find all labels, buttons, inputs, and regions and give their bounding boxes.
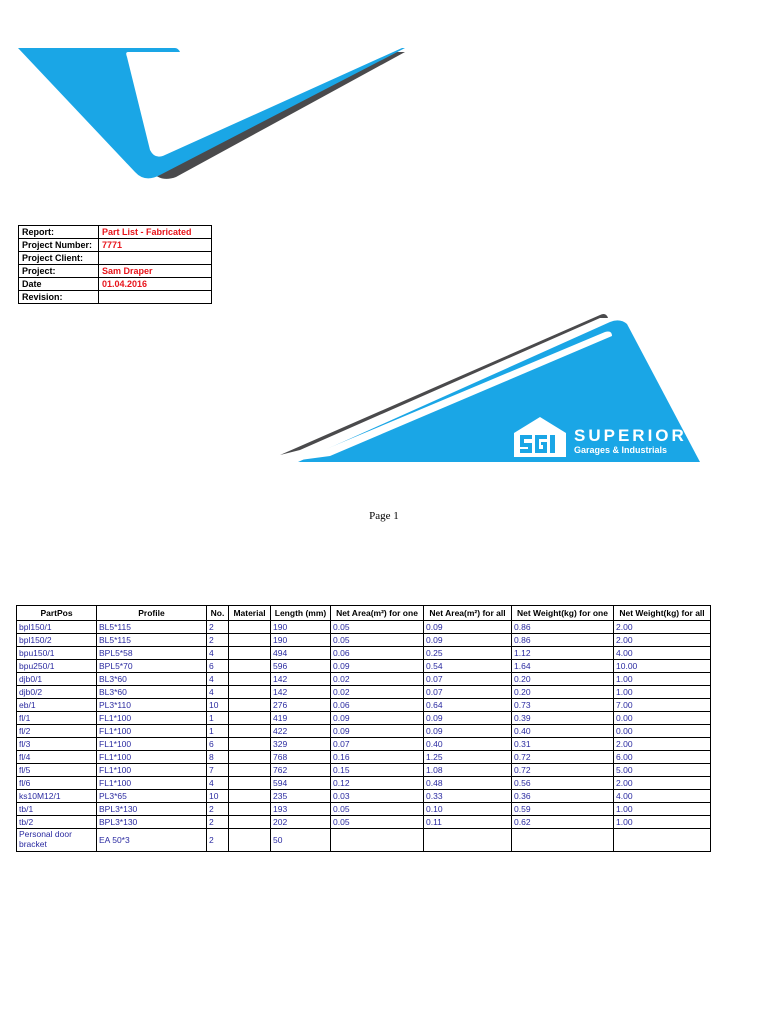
table-row	[17, 764, 711, 777]
table-cell: 6	[207, 738, 229, 751]
report-info-label: Project Number:	[19, 239, 99, 252]
table-cell: tb/2	[17, 816, 97, 829]
table-row	[17, 777, 711, 790]
table-cell: 2	[207, 621, 229, 634]
report-info-row	[19, 291, 212, 304]
table-cell: 4.00	[614, 790, 711, 803]
table-row	[17, 647, 711, 660]
table-cell: 0.05	[331, 803, 424, 816]
table-cell: 190	[271, 621, 331, 634]
table-cell: 0.36	[512, 790, 614, 803]
table-cell: bpu150/1	[17, 647, 97, 660]
table-cell: 0.54	[424, 660, 512, 673]
table-cell: 0.06	[331, 699, 424, 712]
table-cell: 762	[271, 764, 331, 777]
report-info-value	[99, 291, 212, 304]
table-cell: 594	[271, 777, 331, 790]
table-cell: 0.11	[424, 816, 512, 829]
table-cell: djb0/1	[17, 673, 97, 686]
top-swoosh-blue	[18, 48, 405, 178]
report-info-label: Date	[19, 278, 99, 291]
table-row	[17, 660, 711, 673]
table-cell: 0.09	[331, 725, 424, 738]
house-logo-icon	[514, 415, 566, 457]
table-cell: 0.07	[424, 686, 512, 699]
table-cell: 1.00	[614, 816, 711, 829]
logo-subtitle: Garages & Industrials	[574, 445, 668, 455]
table-cell: 276	[271, 699, 331, 712]
table-row	[17, 686, 711, 699]
table-cell: FL1*100	[97, 777, 207, 790]
parts-header-row	[17, 606, 711, 621]
parts-column-header: No.	[207, 606, 229, 621]
table-cell: 0.73	[512, 699, 614, 712]
table-cell: 329	[271, 738, 331, 751]
report-info-row	[19, 265, 212, 278]
table-cell	[614, 829, 711, 852]
table-cell: BL3*60	[97, 686, 207, 699]
table-cell: 0.05	[331, 621, 424, 634]
table-cell	[229, 829, 271, 852]
table-cell: tb/1	[17, 803, 97, 816]
table-cell: 0.39	[512, 712, 614, 725]
table-cell: 2	[207, 816, 229, 829]
report-info-label: Revision:	[19, 291, 99, 304]
table-cell: 494	[271, 647, 331, 660]
report-info-label: Project Client:	[19, 252, 99, 265]
parts-column-header: Net Area(m²) for one	[331, 606, 424, 621]
table-cell: 7	[207, 764, 229, 777]
table-cell: 202	[271, 816, 331, 829]
report-info-row	[19, 226, 212, 239]
table-cell	[424, 829, 512, 852]
table-cell	[229, 738, 271, 751]
table-cell: 10.00	[614, 660, 711, 673]
table-cell: 2	[207, 803, 229, 816]
table-cell: 1	[207, 725, 229, 738]
table-cell: 10	[207, 699, 229, 712]
table-cell: 0.05	[331, 816, 424, 829]
table-cell: bpu250/1	[17, 660, 97, 673]
table-cell: 0.09	[424, 725, 512, 738]
parts-column-header: Net Weight(kg) for one	[512, 606, 614, 621]
table-cell: BPL3*130	[97, 803, 207, 816]
table-cell	[229, 699, 271, 712]
table-row	[17, 621, 711, 634]
report-info-row	[19, 239, 212, 252]
table-cell: 1.25	[424, 751, 512, 764]
table-cell: 0.07	[424, 673, 512, 686]
table-cell: 0.00	[614, 712, 711, 725]
table-cell: 10	[207, 790, 229, 803]
table-cell: 4	[207, 777, 229, 790]
parts-column-header: Length (mm)	[271, 606, 331, 621]
table-cell: 50	[271, 829, 331, 852]
table-cell	[229, 790, 271, 803]
table-row	[17, 816, 711, 829]
table-cell: FL1*100	[97, 764, 207, 777]
table-row	[17, 673, 711, 686]
table-cell: 0.62	[512, 816, 614, 829]
table-cell: fl/4	[17, 751, 97, 764]
table-cell: 142	[271, 673, 331, 686]
table-cell: 0.10	[424, 803, 512, 816]
table-cell: EA 50*3	[97, 829, 207, 852]
table-cell: bpl150/2	[17, 634, 97, 647]
table-cell: BL5*115	[97, 621, 207, 634]
table-cell: ks10M12/1	[17, 790, 97, 803]
table-cell: PL3*110	[97, 699, 207, 712]
table-cell: Personal door bracket	[17, 829, 97, 852]
page-number: Page 1	[369, 510, 399, 522]
table-cell: 596	[271, 660, 331, 673]
table-cell: 1.00	[614, 803, 711, 816]
parts-column-header: PartPos	[17, 606, 97, 621]
table-cell: PL3*65	[97, 790, 207, 803]
table-cell: 0.56	[512, 777, 614, 790]
table-row	[17, 725, 711, 738]
table-cell: 0.09	[331, 660, 424, 673]
table-cell: 0.25	[424, 647, 512, 660]
table-cell: 0.20	[512, 686, 614, 699]
table-cell: 2.00	[614, 777, 711, 790]
table-cell: 0.05	[331, 634, 424, 647]
table-cell: 4	[207, 673, 229, 686]
table-cell: djb0/2	[17, 686, 97, 699]
table-cell: 0.02	[331, 686, 424, 699]
table-cell: 5.00	[614, 764, 711, 777]
table-row	[17, 634, 711, 647]
table-cell: BL5*115	[97, 634, 207, 647]
table-row	[17, 829, 711, 852]
table-cell: 2.00	[614, 621, 711, 634]
table-cell: 1	[207, 712, 229, 725]
report-info-label: Project:	[19, 265, 99, 278]
table-cell: FL1*100	[97, 738, 207, 751]
table-cell: 4.00	[614, 647, 711, 660]
table-cell	[229, 803, 271, 816]
table-cell: 419	[271, 712, 331, 725]
table-cell	[229, 647, 271, 660]
table-cell: fl/6	[17, 777, 97, 790]
table-cell: 1.64	[512, 660, 614, 673]
table-cell: 6	[207, 660, 229, 673]
table-cell	[229, 751, 271, 764]
table-cell: 0.64	[424, 699, 512, 712]
parts-column-header: Material	[229, 606, 271, 621]
table-cell: fl/3	[17, 738, 97, 751]
table-cell: 0.07	[331, 738, 424, 751]
table-cell: 2.00	[614, 634, 711, 647]
report-info-row	[19, 278, 212, 291]
report-info-value: Sam Draper	[99, 265, 212, 278]
table-cell: 0.09	[424, 634, 512, 647]
table-cell: 2.00	[614, 738, 711, 751]
table-cell: 0.09	[424, 712, 512, 725]
table-row	[17, 790, 711, 803]
table-cell: 0.20	[512, 673, 614, 686]
table-cell: 6.00	[614, 751, 711, 764]
table-cell	[229, 725, 271, 738]
table-cell: 0.40	[512, 725, 614, 738]
table-cell: 1.00	[614, 686, 711, 699]
table-cell: 1.08	[424, 764, 512, 777]
table-cell: 190	[271, 634, 331, 647]
table-cell: BPL5*70	[97, 660, 207, 673]
table-cell: 8	[207, 751, 229, 764]
parts-column-header: Profile	[97, 606, 207, 621]
table-cell: 0.00	[614, 725, 711, 738]
table-row	[17, 803, 711, 816]
table-cell: 142	[271, 686, 331, 699]
table-cell: FL1*100	[97, 725, 207, 738]
table-cell: 0.86	[512, 634, 614, 647]
table-cell: 193	[271, 803, 331, 816]
report-info-label: Report:	[19, 226, 99, 239]
table-cell: fl/1	[17, 712, 97, 725]
table-cell: 0.16	[331, 751, 424, 764]
table-cell: 0.86	[512, 621, 614, 634]
table-cell: FL1*100	[97, 751, 207, 764]
table-cell: 0.72	[512, 764, 614, 777]
table-cell: 2	[207, 634, 229, 647]
table-cell	[331, 829, 424, 852]
table-cell: 7.00	[614, 699, 711, 712]
table-cell: 0.09	[424, 621, 512, 634]
report-info-value: 01.04.2016	[99, 278, 212, 291]
table-cell: 4	[207, 647, 229, 660]
table-cell: 0.40	[424, 738, 512, 751]
table-cell: 4	[207, 686, 229, 699]
table-cell	[512, 829, 614, 852]
table-cell: 0.15	[331, 764, 424, 777]
table-cell	[229, 673, 271, 686]
logo-brand-name: SUPERIOR	[574, 426, 687, 445]
table-cell	[229, 712, 271, 725]
report-info-value: Part List - Fabricated	[99, 226, 212, 239]
table-cell: 0.72	[512, 751, 614, 764]
table-cell: eb/1	[17, 699, 97, 712]
table-cell: BL3*60	[97, 673, 207, 686]
table-cell: 0.59	[512, 803, 614, 816]
table-cell: fl/2	[17, 725, 97, 738]
table-cell	[229, 816, 271, 829]
parts-column-header: Net Weight(kg) for all	[614, 606, 711, 621]
table-cell	[229, 764, 271, 777]
table-cell: BPL3*130	[97, 816, 207, 829]
table-row	[17, 751, 711, 764]
report-info-table	[18, 225, 212, 304]
table-cell	[229, 660, 271, 673]
table-row	[17, 712, 711, 725]
table-cell: 0.31	[512, 738, 614, 751]
table-cell: fl/5	[17, 764, 97, 777]
report-info-value	[99, 252, 212, 265]
table-cell: 768	[271, 751, 331, 764]
parts-column-header: Net Area(m²) for all	[424, 606, 512, 621]
table-cell: FL1*100	[97, 712, 207, 725]
table-cell: 0.12	[331, 777, 424, 790]
table-cell	[229, 686, 271, 699]
table-cell: 422	[271, 725, 331, 738]
table-cell	[229, 777, 271, 790]
table-cell: 2	[207, 829, 229, 852]
report-info-value: 7771	[99, 239, 212, 252]
table-cell: 0.02	[331, 673, 424, 686]
table-cell	[229, 634, 271, 647]
parts-table-body	[17, 621, 711, 852]
table-cell: BPL5*58	[97, 647, 207, 660]
table-cell: 0.06	[331, 647, 424, 660]
table-cell: 0.03	[331, 790, 424, 803]
company-logo	[514, 410, 694, 460]
table-row	[17, 738, 711, 751]
table-cell: bpl150/1	[17, 621, 97, 634]
table-cell: 0.48	[424, 777, 512, 790]
table-cell	[229, 621, 271, 634]
table-row	[17, 699, 711, 712]
table-cell: 0.33	[424, 790, 512, 803]
report-info-row	[19, 252, 212, 265]
table-cell: 1.12	[512, 647, 614, 660]
table-cell: 235	[271, 790, 331, 803]
table-cell: 1.00	[614, 673, 711, 686]
table-cell: 0.09	[331, 712, 424, 725]
parts-table	[16, 605, 711, 852]
